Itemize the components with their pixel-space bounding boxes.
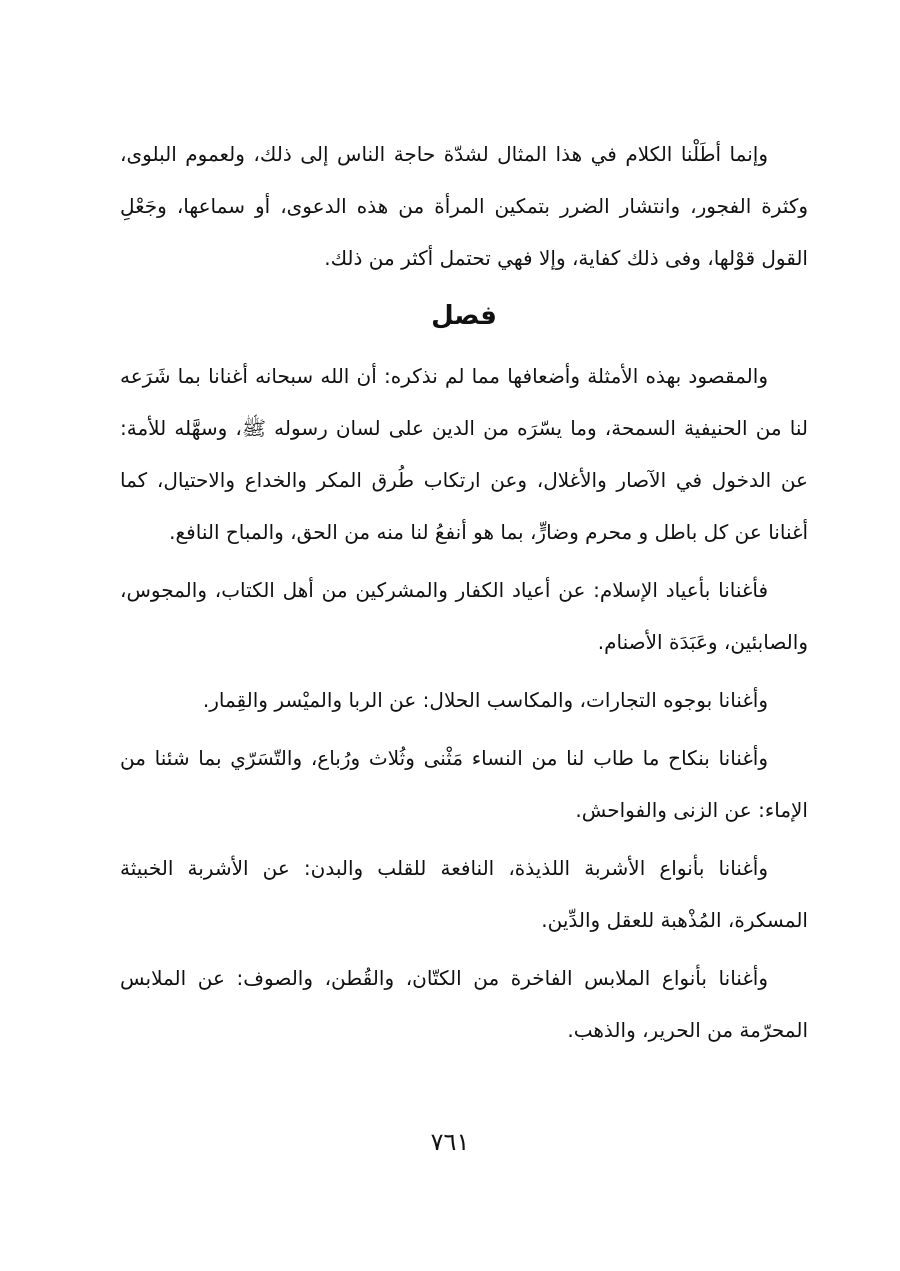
page-body (120, 128, 808, 1062)
paragraph-drinks: وأغنانا بأنواع الأشربة اللذيذة، النافعة للقلب والبدن: عن الأشربة الخبيثة المسكرة، المُذْهبة للعقل والدِّين. (120, 856, 808, 932)
section-heading: فصل (431, 301, 497, 331)
page-number: ٧٦١ (430, 1128, 470, 1156)
paragraph-clothing: وأغنانا بأنواع الملابس الفاخرة من الكتّان، والقُطن، والصوف: عن الملابس المحرّمة من الحرير، والذهب. (120, 966, 808, 1042)
paragraph-trade: وأغنانا بوجوه التجارات، والمكاسب الحلال: عن الربا والميْسر والقِمار. (202, 688, 768, 712)
paragraph-festivals: فأغنانا بأعياد الإسلام: عن أعياد الكفار والمشركين من أهل الكتاب، والمجوس، والصابئين، وعَبَدَة الأصنام. (120, 578, 808, 654)
paragraph-marriage: وأغنانا بنكاح ما طاب لنا من النساء مَثْنى وثُلاث ورُباع، والتّسَرّي بما شئنا من الإماء: عن الزنى والفواحش. (120, 746, 808, 822)
paragraph-purpose: والمقصود بهذه الأمثلة وأضعافها مما لم نذكره: أن الله سبحانه أغنانا بما شَرَعه لنا من الحنيفية السمحة، وما يسّرَه من الدين على لسان رسوله ﷺ، وسهَّله للأمة: عن الدخول في الآصار والأغلال، وعن ارتكاب طُرق المكر والخداع والاحتيال، كما أغنانا عن كل باطل و محرم وضارٍّ، بما هو أنفعُ لنا منه من الحق، والمباح النافع. (120, 364, 808, 544)
intro-paragraph: وإنما أطَلْنا الكلام في هذا المثال لشدّة حاجة الناس إلى ذلك، ولعموم البلوى، وكثرة الفجور، وانتشار الضرر بتمكين المرأة من هذه الدعوى، أو سماعها، وجَعْلِ القول قوْلها، وفى ذلك كفاية، وإلا فهي تحتمل أكثر من ذلك. (120, 142, 808, 270)
